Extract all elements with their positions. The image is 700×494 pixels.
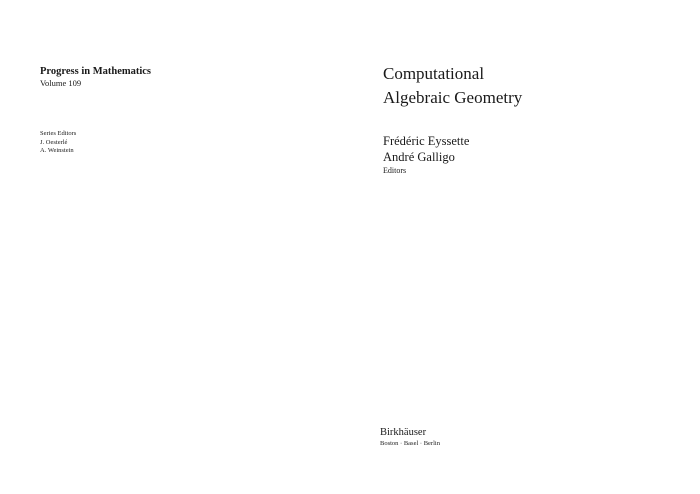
right-page xyxy=(350,0,700,494)
editor-name: André Galligo xyxy=(383,150,455,164)
series-editor-name: J. Oesterlé xyxy=(40,138,68,146)
editor-name: Frédéric Eyssette xyxy=(383,134,470,148)
series-editor-name: A. Weinstein xyxy=(40,147,74,154)
series-title: Progress in Mathematics xyxy=(40,66,152,77)
book-title-line: Computational xyxy=(383,64,485,83)
publisher-name: Birkhäuser xyxy=(380,427,427,438)
book-title-line: Algebraic Geometry xyxy=(383,88,523,107)
series-editors xyxy=(40,130,76,156)
series-volume: Volume 109 xyxy=(40,78,82,88)
series-info xyxy=(40,66,151,89)
book-editors xyxy=(383,133,469,177)
publisher-cities: Boston · Basel · Berlin xyxy=(380,440,440,447)
editors-label: Editors xyxy=(383,166,407,175)
publisher-imprint xyxy=(380,426,440,448)
series-editors-heading: Series Editors xyxy=(40,130,77,137)
book-title xyxy=(383,62,522,110)
